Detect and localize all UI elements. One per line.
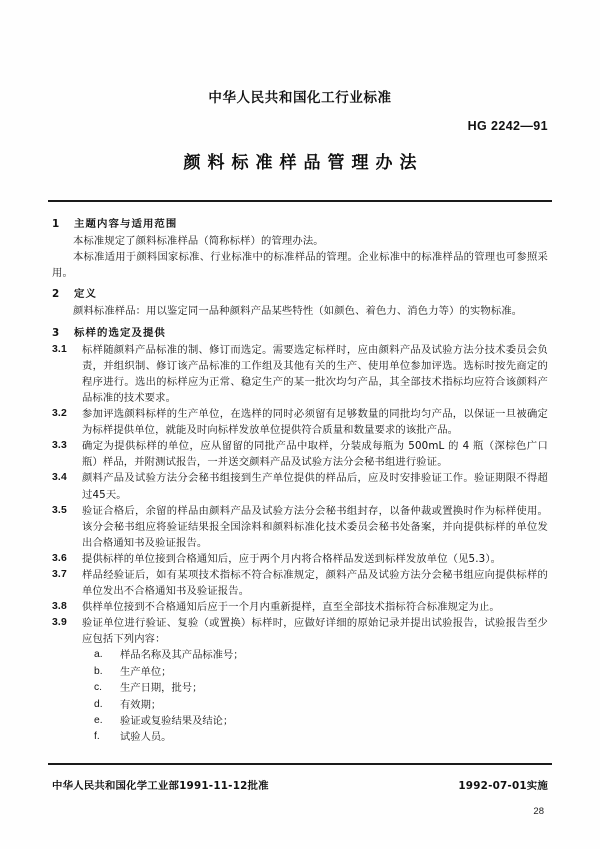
footer-divider <box>48 763 552 765</box>
section-heading-1 <box>52 216 548 232</box>
list-item-label-b: b. <box>94 665 103 677</box>
clause-number-3-1: 3.1 <box>52 343 67 355</box>
document-body <box>0 202 600 746</box>
list-item-text-c: 生产日期，批号； <box>120 682 203 695</box>
clause-3-2 <box>52 406 548 438</box>
page-title: 颜料标准样品管理办法 <box>183 153 424 173</box>
report-content-list <box>52 647 548 745</box>
section-title-1: 主题内容与适用范围 <box>74 218 178 230</box>
list-item-text-b: 生产单位； <box>120 665 172 678</box>
standard-number: HG 2242—91 <box>467 119 548 133</box>
list-item <box>52 729 548 745</box>
clause-3-5 <box>52 503 548 551</box>
section-heading-2 <box>52 286 548 302</box>
document-footer <box>52 777 548 792</box>
clause-number-3-2: 3.2 <box>52 408 67 420</box>
clause-number-3-7: 3.7 <box>52 568 67 580</box>
list-item-text-d: 有效期； <box>120 698 162 711</box>
list-item-label-d: d. <box>94 698 103 710</box>
list-item-text-e: 验证或复验结果及结论； <box>120 715 234 728</box>
clause-text-3-5: 验证合格后，余留的样品由颜料产品及试验方法分会秘书组封存，以备仲裁或置换时作为标样使用。该分会秘书组应将验证结果报全国涂料和颜料标准化技术委员会秘书处备案，并向提供标样的单位发出合格通知书及验证报告。 <box>82 504 548 549</box>
list-item <box>52 647 548 663</box>
clause-number-3-4: 3.4 <box>52 472 67 484</box>
page-number: 28 <box>533 806 544 817</box>
clause-number-3-6: 3.6 <box>52 552 67 564</box>
list-item-label-e: e. <box>94 715 103 727</box>
clause-3-9 <box>52 615 548 647</box>
clause-text-3-4: 颜料产品及试验方法分会秘书组接到生产单位提供的样品后，应及时安排验证工作。验证期限不得超过45天。 <box>82 472 548 501</box>
section-number-1: 1 <box>52 218 60 230</box>
clause-text-3-8: 供样单位接到不合格通知后应于一个月内重新提样，直至全部技术指标符合标准规定为止。 <box>82 601 500 614</box>
section-1-paragraph-1: 本标准规定了颜料标准样品（简称标样）的管理办法。 <box>73 235 324 248</box>
section-title-2: 定义 <box>74 288 97 301</box>
list-item <box>52 680 548 696</box>
clause-3-8 <box>52 599 548 615</box>
clause-number-3-3: 3.3 <box>52 440 67 452</box>
clause-number-3-8: 3.8 <box>52 601 67 613</box>
list-item <box>52 697 548 713</box>
clause-text-3-6: 提供标样的单位接到合格通知后，应于两个月内将合格样品发送到标样发放单位（见5.3）。 <box>82 552 502 565</box>
document-header <box>0 0 600 173</box>
clause-text-3-9: 验证单位进行验证、复验（或置换）标样时，应做好详细的原始记录并提出试验报告，试验报告至少应包括下列内容： <box>82 617 548 646</box>
approval-statement: 中华人民共和国化学工业部1991-11-12批准 <box>52 780 269 792</box>
clause-3-1 <box>52 342 548 406</box>
section-2-paragraph-1: 颜料标准样品：用以鉴定同一品种颜料产品某些特性（如颜色、着色力、消色力等）的实物标准。 <box>73 305 523 318</box>
section-number-2: 2 <box>52 288 60 301</box>
list-item-label-a: a. <box>94 649 103 661</box>
clause-text-3-1: 标样随颜料产品标准的制、修订而选定。需要选定标样时，应由颜料产品及试验方法分技术委员会负责，并组织制、修订该产品标准的工作组及其他有关的生产、使用单位参加评选。选标时按先商定的程序进行。选出的标样应为正常、稳定生产的某一批次均匀产品，其全部技术指标均应符合该颜料产品标准的技术要求。 <box>82 343 548 404</box>
clause-3-4 <box>52 470 548 502</box>
clause-3-6 <box>52 551 548 567</box>
clause-3-3 <box>52 438 548 470</box>
clause-number-3-5: 3.5 <box>52 504 67 516</box>
section-1-paragraph-2: 本标准适用于颜料国家标准、行业标准中的标准样品的管理。企业标准中的标准样品的管理也可参照采用。 <box>52 251 548 280</box>
section-title-3: 标样的选定及提供 <box>74 326 166 339</box>
clause-text-3-3: 确定为提供标样的单位，应从留留的同批产品中取样，分装成每瓶为 500mL 的 4 瓶（深棕色广口瓶）样品，并附测试报告，一并送交颜料产品及试验方法分会秘书组进行验证。 <box>82 440 548 469</box>
standard-number-row <box>0 119 600 135</box>
list-item-text-f: 试验人员。 <box>120 731 172 744</box>
list-item-text-a: 样品名称及其产品标准号； <box>120 649 244 662</box>
list-item-label-c: c. <box>94 682 103 694</box>
section-number-3: 3 <box>52 326 60 339</box>
clause-3-7 <box>52 567 548 599</box>
section-heading-3 <box>52 325 548 341</box>
clause-text-3-7: 样品经验证后，如有某项技术指标不符合标准规定，颜料产品及试验方法分会秘书组应向提供标样的单位发出不合格通知书及验证报告。 <box>82 568 548 598</box>
standard-organization-line: 中华人民共和国化工行业标准 <box>208 90 392 106</box>
list-item <box>52 664 548 680</box>
list-item <box>52 713 548 729</box>
clause-text-3-2: 参加评选颜料标样的生产单位，在选样的同时必须留有足够数量的同批均匀产品，以保证一旦被确定为标样提供单位，就能及时向标样发放单位提供符合质量和数量要求的该批产品。 <box>82 408 548 437</box>
clause-number-3-9: 3.9 <box>52 617 67 629</box>
list-item-label-f: f. <box>94 731 100 743</box>
effective-date: 1992-07-01实施 <box>458 780 548 792</box>
